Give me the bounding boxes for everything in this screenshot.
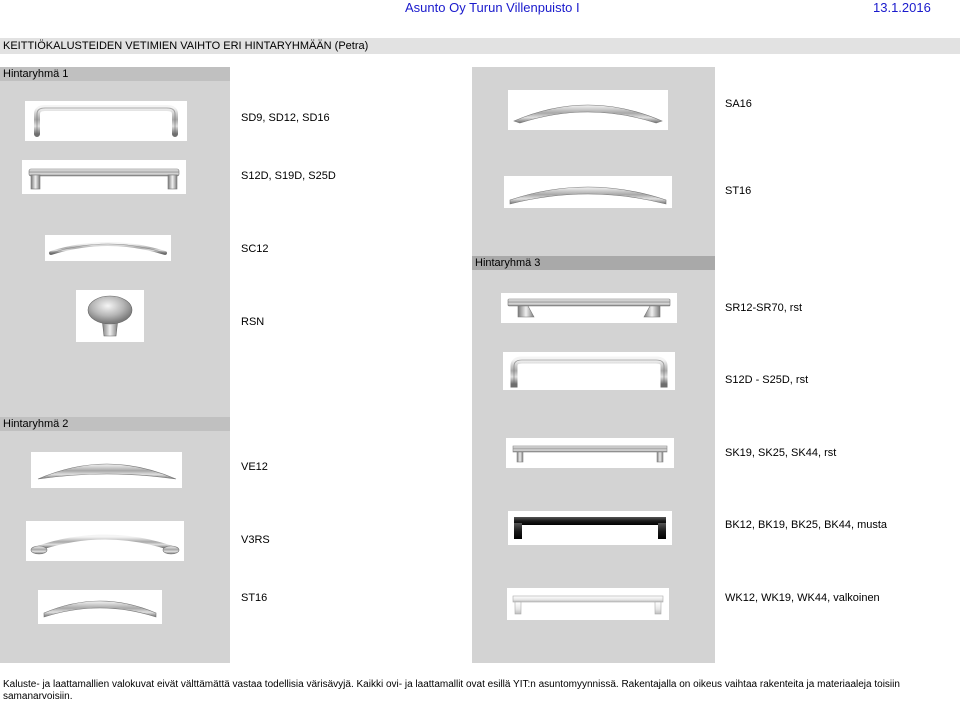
handle-label-rsn: RSN <box>241 316 265 328</box>
handle-photo-sa16 <box>508 90 668 130</box>
handle-photo-bk12 <box>508 511 672 545</box>
handle-sd9-icon <box>31 104 181 138</box>
handle-label-wk12: WK12, WK19, WK44, valkoinen <box>725 592 880 604</box>
handle-ve12-icon <box>34 455 180 485</box>
knob-rsn-icon <box>82 292 138 340</box>
handle-label-bk12: BK12, BK19, BK25, BK44, musta <box>725 519 888 531</box>
document-date: 13.1.2016 <box>873 0 931 15</box>
handle-label-st16-top: ST16 <box>725 185 752 197</box>
handle-label-sr12: SR12-SR70, rst <box>725 302 803 314</box>
handle-photo-st16-top <box>504 176 672 208</box>
handle-s12d-rst-icon <box>506 354 672 388</box>
organization-name: Asunto Oy Turun Villenpuisto I <box>405 0 580 15</box>
handle-bk12-icon <box>510 513 670 543</box>
handle-photo-sr12 <box>501 293 677 323</box>
handle-label-v3rs: V3RS <box>241 534 270 546</box>
handle-photo-sd9 <box>25 101 187 141</box>
handle-label-sk19: SK19, SK25, SK44, rst <box>725 447 837 459</box>
handle-label-sa16: SA16 <box>725 98 752 110</box>
handle-label-s12d-rst: S12D - S25D, rst <box>725 374 809 386</box>
group-header-1: Hintaryhmä 1 <box>0 67 230 81</box>
handle-sa16-icon <box>510 93 666 127</box>
handle-sk19-icon <box>509 440 671 466</box>
handle-photo-v3rs <box>26 521 184 561</box>
handle-s12d-icon <box>25 163 183 191</box>
handle-v3rs-icon <box>29 524 181 558</box>
handle-photo-sk19 <box>506 438 674 468</box>
handle-photo-rsn <box>76 290 144 342</box>
group-header-2: Hintaryhmä 2 <box>0 417 230 431</box>
handle-label-ve12: VE12 <box>241 461 268 473</box>
handle-sc12-icon <box>47 237 169 259</box>
handle-label-s12d-s19d: S12D, S19D, S25D <box>241 170 336 182</box>
handle-photo-st16-bottom <box>38 590 162 624</box>
handle-st16-bottom-icon <box>40 593 160 621</box>
group-header-3: Hintaryhmä 3 <box>472 256 715 270</box>
handle-photo-s12d-s19d <box>22 160 186 194</box>
handle-label-st16-bottom: ST16 <box>241 592 268 604</box>
handle-sr12-icon <box>504 295 674 321</box>
handle-photo-wk12 <box>507 588 669 620</box>
disclaimer-footer: Kaluste- ja laattamallien valokuvat eivät välttämättä vastaa todellisia värisävyjä. Kaikki ovi- ja laattamallit ovat esillä YIT:n asuntomyynnissä. Rakentajalla on oikeus vaihtaa rakenteita ja materiaaleja toisiin samanarvoisiin. <box>3 679 900 702</box>
handle-photo-s12d-rst <box>503 352 675 390</box>
handle-label-sd9: SD9, SD12, SD16 <box>241 112 330 124</box>
handle-wk12-icon <box>509 590 667 618</box>
handle-photo-ve12 <box>31 452 182 488</box>
handle-st16-top-icon <box>506 178 670 206</box>
document-title: KEITTIÖKALUSTEIDEN VETIMIEN VAIHTO ERI HINTARYHMÄÄN (Petra) <box>0 38 960 54</box>
handle-photo-sc12 <box>45 235 171 261</box>
handle-label-sc12: SC12 <box>241 243 269 255</box>
